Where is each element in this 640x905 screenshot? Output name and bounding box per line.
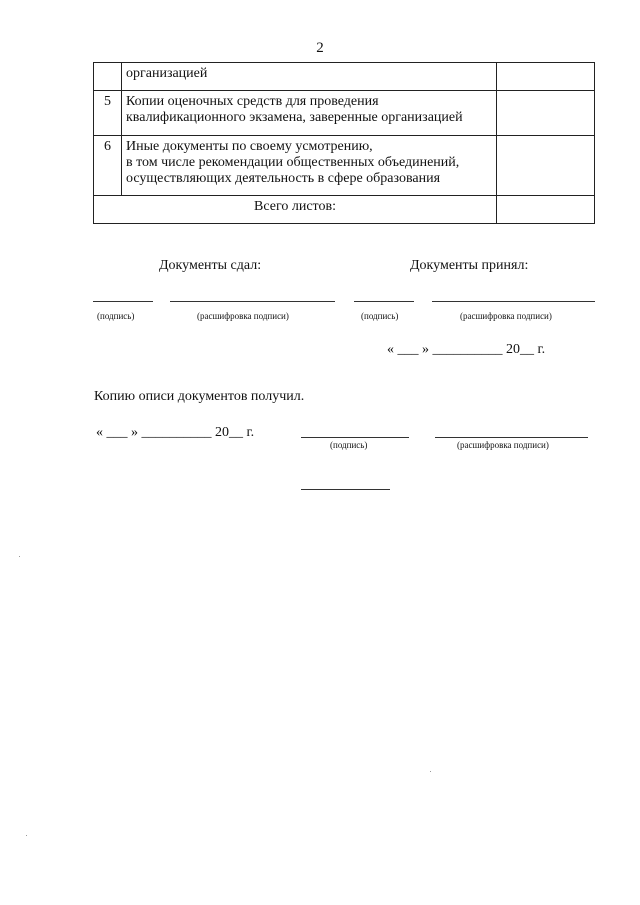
table-row — [94, 136, 595, 196]
description-line: Копии оценочных средств для проведения — [126, 94, 379, 109]
scan-speck — [19, 556, 20, 557]
submitted-heading: Документы сдал: — [159, 258, 262, 273]
acceptor-decoding-line — [432, 301, 595, 302]
table-row — [94, 91, 595, 136]
row-description — [122, 63, 497, 91]
acceptor-signature-caption: (подпись) — [361, 311, 399, 321]
description-line: в том числе рекомендации общественных объединений, — [126, 155, 460, 170]
row-number: 6 — [94, 136, 122, 196]
copy-signature-caption: (подпись) — [330, 440, 368, 450]
description-line: организацией — [126, 66, 208, 81]
row-sheets-count — [497, 136, 595, 196]
scan-speck — [26, 835, 27, 836]
table-total-row — [94, 196, 595, 224]
total-sheets-count — [497, 196, 595, 224]
copy-received-text: Копию описи документов получил. — [94, 389, 305, 404]
description-line: квалификационного экзамена, заверенные организацией — [126, 110, 463, 125]
submitter-decoding-caption: (расшифровка подписи) — [197, 311, 289, 321]
description-line: осуществляющих деятельность в сфере образования — [126, 171, 441, 186]
accepted-heading: Документы принял: — [410, 258, 529, 273]
acceptor-decoding-caption: (расшифровка подписи) — [460, 311, 552, 321]
copy-decoding-line — [435, 437, 588, 438]
copy-signature-line — [301, 437, 409, 438]
row-description — [122, 91, 497, 136]
description-line: Иные документы по своему усмотрению, — [126, 139, 373, 154]
scan-speck — [430, 771, 431, 772]
submitter-decoding-line — [170, 301, 335, 302]
table-row — [94, 63, 595, 91]
acceptance-date: « ___ » __________ 20__ г. — [387, 342, 546, 357]
acceptor-signature-line — [354, 301, 414, 302]
row-sheets-count — [497, 91, 595, 136]
row-sheets-count — [497, 63, 595, 91]
submitter-signature-line — [93, 301, 153, 302]
row-number — [94, 63, 122, 91]
submitter-signature-caption: (подпись) — [97, 311, 135, 321]
copy-decoding-caption: (расшифровка подписи) — [457, 440, 549, 450]
row-number: 5 — [94, 91, 122, 136]
page-number: 2 — [316, 40, 324, 56]
row-description — [122, 136, 497, 196]
documents-table — [93, 62, 595, 224]
total-label: Всего листов: — [94, 196, 497, 224]
end-of-document-separator — [301, 489, 390, 490]
copy-received-date: « ___ » __________ 20__ г. — [96, 425, 255, 440]
